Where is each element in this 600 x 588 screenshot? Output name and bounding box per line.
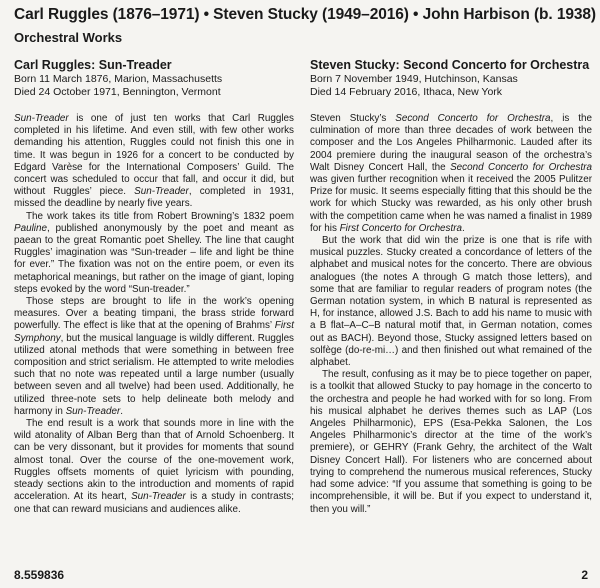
right-column — [310, 58, 592, 516]
stucky-born: Born 7 November 1949, Hutchinson, Kansas — [310, 73, 518, 85]
italic-title: First Symphony — [14, 320, 294, 344]
italic-title: Sun-Treader — [65, 405, 121, 417]
stucky-essay — [310, 113, 592, 516]
italic-title: First Concerto for Orchestra — [339, 222, 463, 234]
text-run: is one of just ten works that Carl Ruggles completed in his lifetime. And even still, with few other works demanding his attention, Ruggles could not finish this one in time. It was begun in 1926 for a concert to be conducted by Edgard Varèse for the International Composers’ Guild. The concert was scheduled to occur that fall, and occur it did, but without Ruggles’ piece. — [14, 113, 294, 198]
essay-paragraph — [310, 369, 592, 515]
text-run: , but the musical language is wildly different. Ruggles utilized atonal methods that were something in between free composition and strict serialism. He attempted to write melodies such that no note was repeated until a large number (usually between seven and all twelve) had been used. Additionally, he utilized three-note sets to help delineate both melody and harmony in — [14, 332, 294, 417]
text-run: was given further recognition when it received the 2005 Pulitzer Prize for music. It seems especially fitting that this should be the work for which Stucky was rewarded, as his only other brush with the competition came when he was named a finalist in 1989 for his — [310, 174, 592, 234]
essay-paragraph — [14, 211, 294, 296]
italic-title: Sun-Treader — [131, 491, 186, 503]
text-run: , published anonymously by the poet and meant as paean to the great Romantic poet Shelley. The line that caught Ruggles’ imagination was “Sun-treader – life and light be thine for ever.” The fixation was not on the entire poem, or even its metaphorical meanings, but rather on the image of giant, loping steps evoked by the word “Sun-treader.” — [14, 222, 294, 295]
text-run: Those steps are brought to life in the work’s opening measures. Over a beating timpani, the brass stride forward powerfully. The effect is like that at the opening of Brahms’ — [14, 296, 294, 332]
essay-paragraph — [14, 418, 294, 516]
stucky-work-title: Steven Stucky: Second Concerto for Orchestra — [310, 58, 590, 72]
text-run: . — [462, 222, 465, 234]
text-run: The work takes its title from Robert Browning’s 1832 poem — [26, 210, 294, 222]
text-run: . — [120, 405, 124, 417]
italic-title: Second Concerto for Orchestra — [450, 161, 592, 173]
italic-title: Pauline — [14, 222, 47, 234]
essay-paragraph — [14, 113, 294, 211]
text-run: Steven Stucky’s — [310, 113, 396, 124]
text-run: is a study in contrasts; one that can reward musicians and audiences alike. — [14, 491, 294, 515]
left-column — [14, 58, 294, 516]
essay-paragraph — [310, 235, 592, 369]
italic-title: Second Concerto for Orchestra — [395, 113, 551, 124]
italic-title: Sun-Treader — [14, 113, 69, 124]
page-header — [14, 6, 596, 45]
catalog-number: 8.559836 — [14, 568, 65, 582]
page-title: Carl Ruggles (1876–1971) • Steven Stucky (1949–2016) • John Harbison (b. 1938) — [14, 6, 596, 23]
italic-title: Sun-Treader — [134, 186, 189, 198]
essay-paragraph — [310, 113, 592, 235]
text-run: The result, confusing as it may be to piece together on paper, is a toolkit that allowed Stucky to pay homage in the concerto to the orchestra and people he had worked with for so long. From his musical alphabet he derives themes such as LAP (Los Angeles Philharmonic), EPS (Esa-Pekka Salonen, the Los Angeles Philharmonic’s director at the time of the work’s premiere), or GEHRY (Frank Gehry, the architect of the Walt Disney Concert Hall). For listeners who are concerned about trying to comprehend the numerous musical references, Stucky had some advice: “If you assume that something is going to be incomprehensible, it will be. But if you expect to understand it, then you will.” — [310, 369, 592, 515]
page-number: 2 — [581, 568, 588, 582]
text-run: , completed in 1931, missed the deadline by nearly five years. — [14, 186, 294, 210]
ruggles-died: Died 24 October 1971, Bennington, Vermont — [14, 86, 221, 98]
text-run: , is the culmination of more than three decades of work between the composer and the Los Angeles Philharmonic. Lauded after its 2004 premiere during the inaugural season of the orchestra’s Walt Disney Concert Hall, the — [310, 113, 593, 173]
ruggles-essay — [14, 113, 294, 516]
essay-paragraph — [14, 296, 294, 418]
text-run: The end result is a work that sounds more in line with the wild atonality of Alban Berg than that of Arnold Schoenberg. It can be very dissonant, but it provides for moments that sound almost tonal. Over the course of the one-movement work, Ruggles offsets moments of quiet lyricism with pounding, steady sections akin to the introduction and moments of rapid acceleration. At its heart, — [14, 418, 294, 503]
ruggles-work-title: Carl Ruggles: Sun-Treader — [14, 58, 172, 72]
text-run: But the work that did win the prize is one that is rife with musical puzzles. Stucky created a concordance of letters of the alphabet and musical notes for the concerto. There are obvious analogues (the notes A through G match those letters), and some that are familiar to regular readers of program notes (the German notation system, in which B natural is represented as H, for instance, allowed J.S. Bach to add his name to music with a B flat–A–C–B natural motif that, in German notation, comes out as BACH). Beyond those, Stucky assigned letters based on solfège (do-re-mi…) and then finished out what remained of the alphabet. — [310, 235, 592, 369]
page-subtitle: Orchestral Works — [14, 30, 123, 45]
stucky-died: Died 14 February 2016, Ithaca, New York — [310, 86, 503, 98]
ruggles-born: Born 11 March 1876, Marion, Massachusetts — [14, 73, 223, 85]
